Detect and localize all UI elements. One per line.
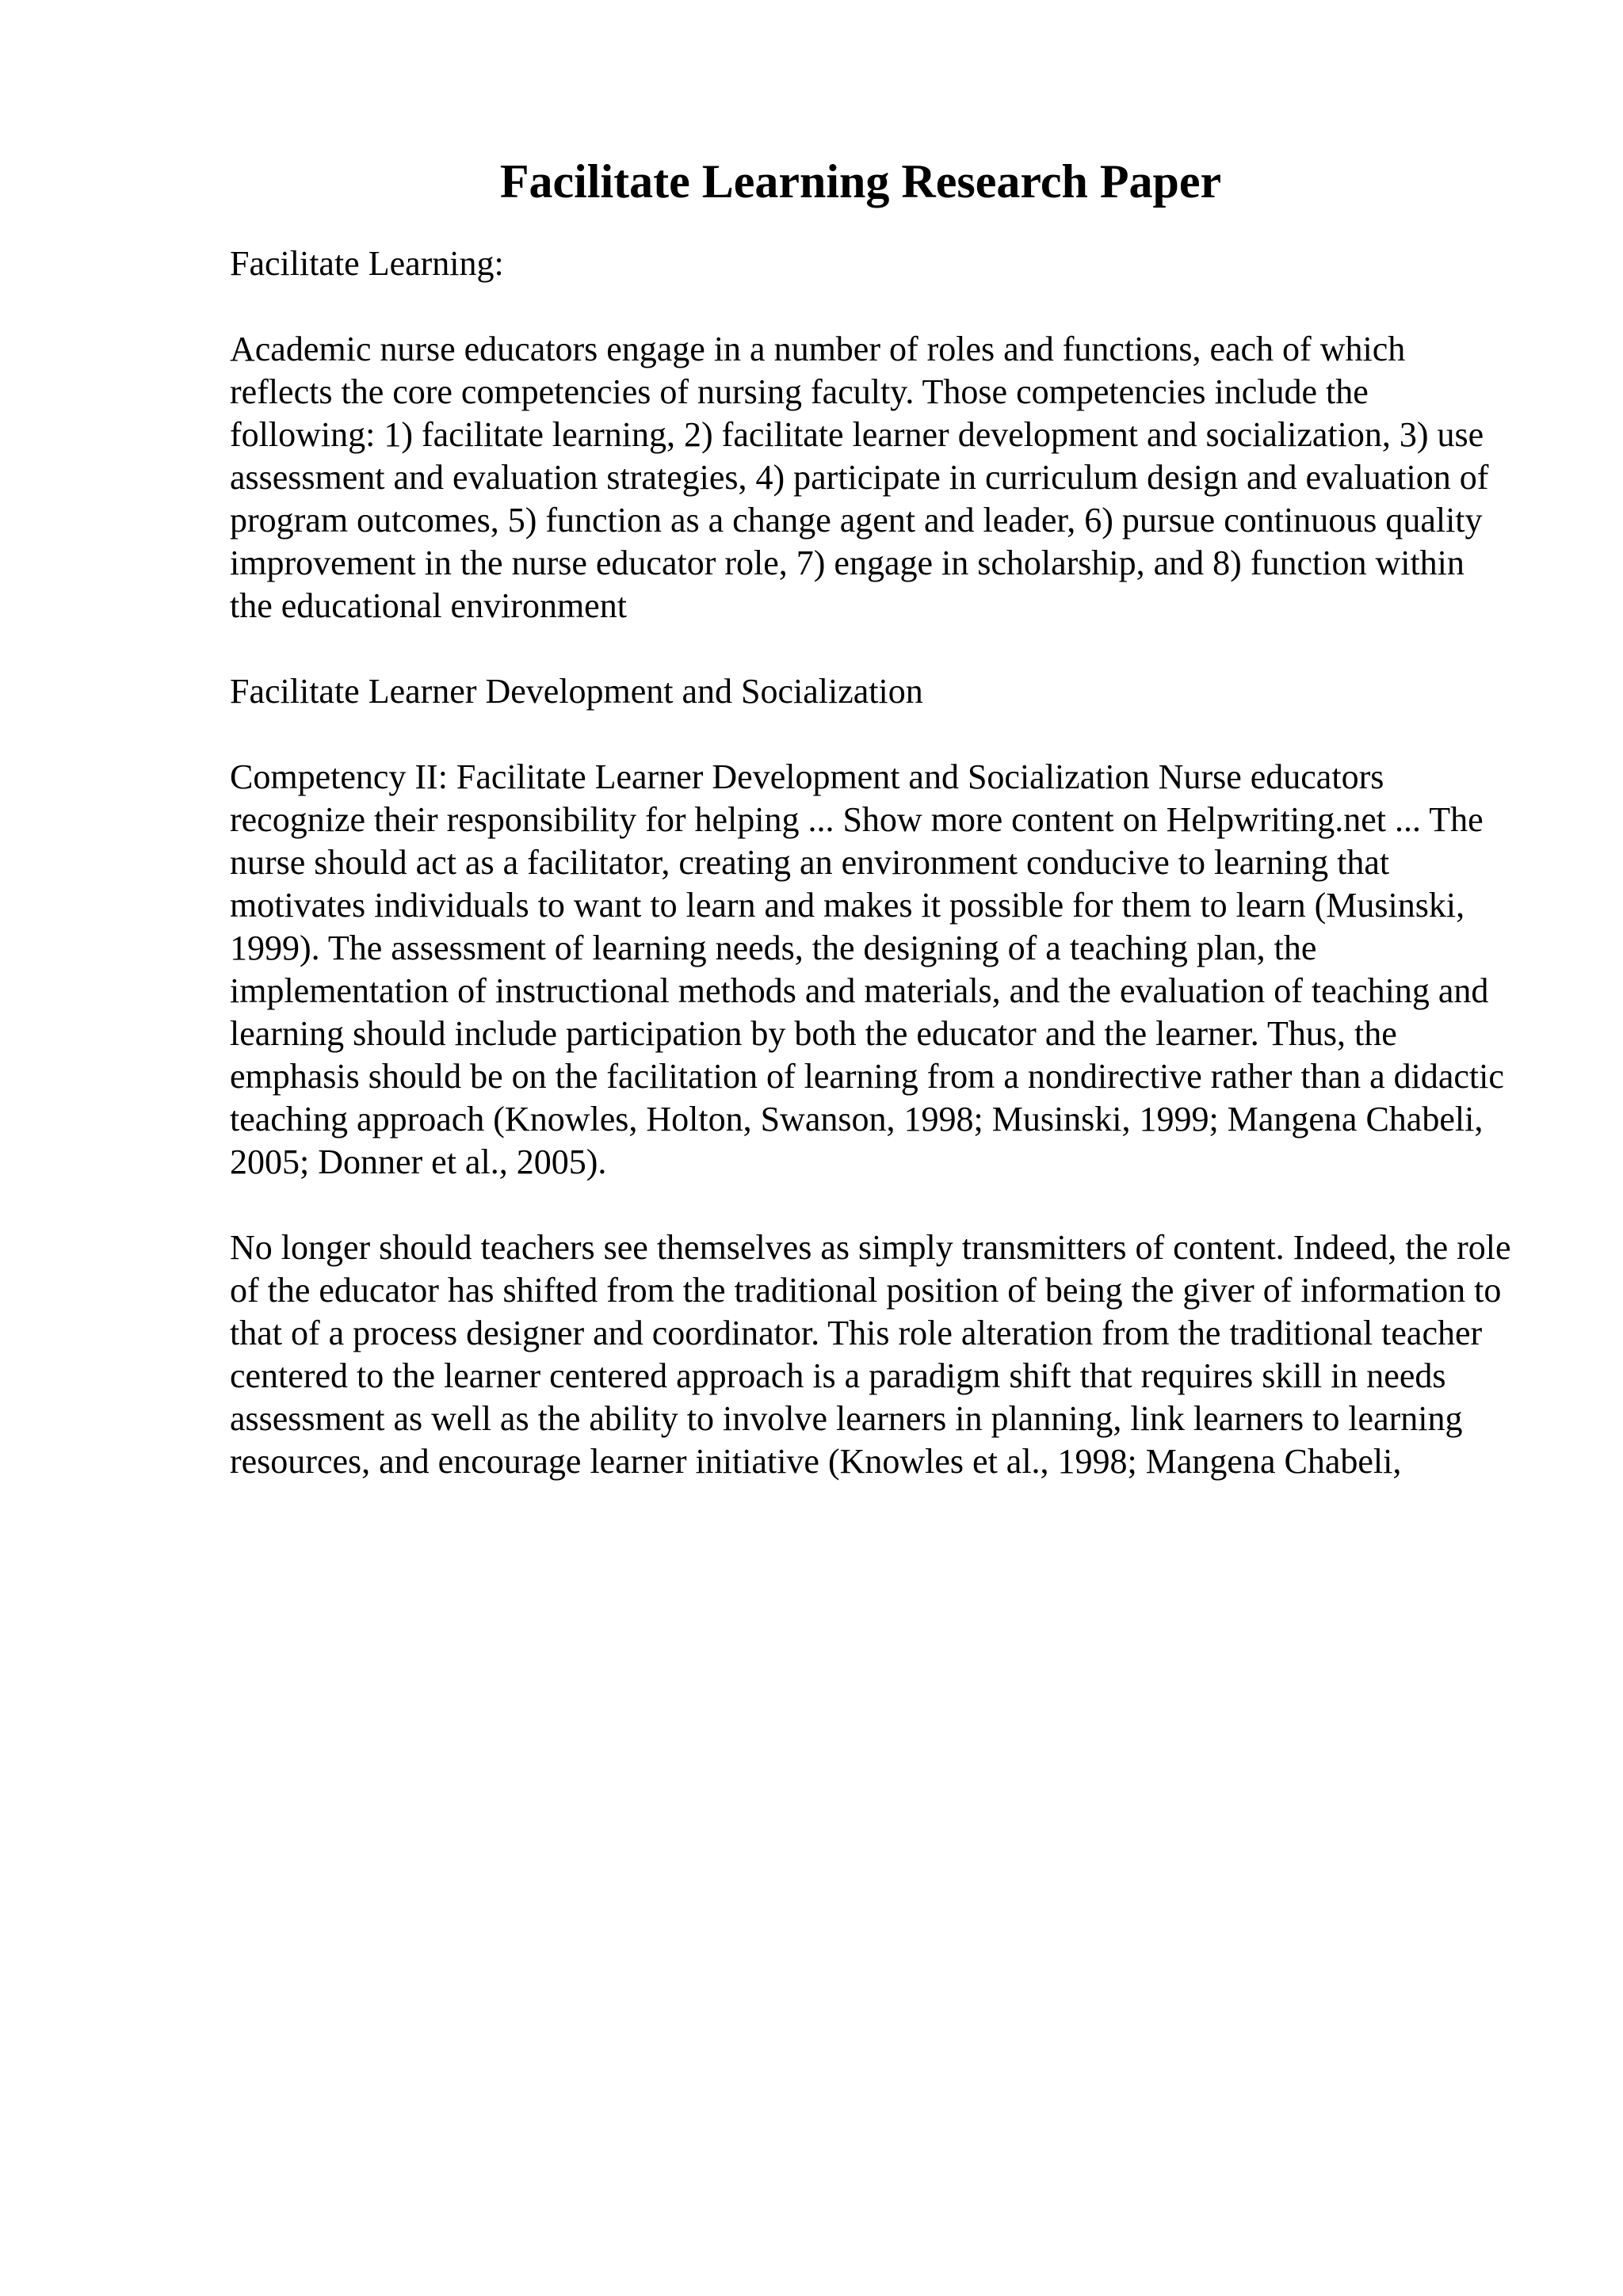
section-heading-facilitate-learning: Facilitate Learning: [230,244,504,283]
paragraph-competency-ii: Competency II: Facilitate Learner Development and Socialization Nurse educators recognize their responsibility for helping ... Show more content on Helpwriting.net ... The nurse should act as a facilitator, creating an environment conducive to learning that motivates individuals to want to learn and makes it possible for them to learn (Musinski, 1999). The assessment of learning needs, the designing of a teaching plan, the implementation of instructional methods and materials, and the evaluation of teaching and learning should include participation by both the educator and the learner. Thus, the emphasis should be on the facilitation of learning from a nondirective rather than a didactic teaching approach (Knowles, Holton, Swanson, 1998; Musinski, 1999; Mangena Chabeli, 2005; Donner et al., 2005). [230,757,1504,1181]
paragraph-core-competencies: Academic nurse educators engage in a number of roles and functions, each of which reflects the core competencies of nursing faculty. Those competencies include the following: 1) facilitate learning, 2) facilitate learner development and socialization, 3) use assessment and evaluation strategies, 4) participate in curriculum design and evaluation of program outcomes, 5) function as a change agent and leader, 6) pursue continuous quality improvement in the nurse educator role, 7) engage in scholarship, and 8) function within the educational environment [230,330,1489,625]
section-heading-learner-development: Facilitate Learner Development and Socialization [230,672,923,711]
page-title: Facilitate Learning Research Paper [499,155,1222,208]
paragraph-educator-role: No longer should teachers see themselves as simply transmitters of content. Indeed, the role of the educator has shifted from the traditional position of being the giver of information to that of a process designer and coordinator. This role alteration from the traditional teacher centered to the learner centered approach is a paradigm shift that requires skill in needs assessment as well as the ability to involve learners in planning, link learners to learning resources, and encourage learner initiative (Knowles et al., 1998; Mangena Chabeli, [230,1228,1511,1481]
document-body [230,242,1514,1526]
